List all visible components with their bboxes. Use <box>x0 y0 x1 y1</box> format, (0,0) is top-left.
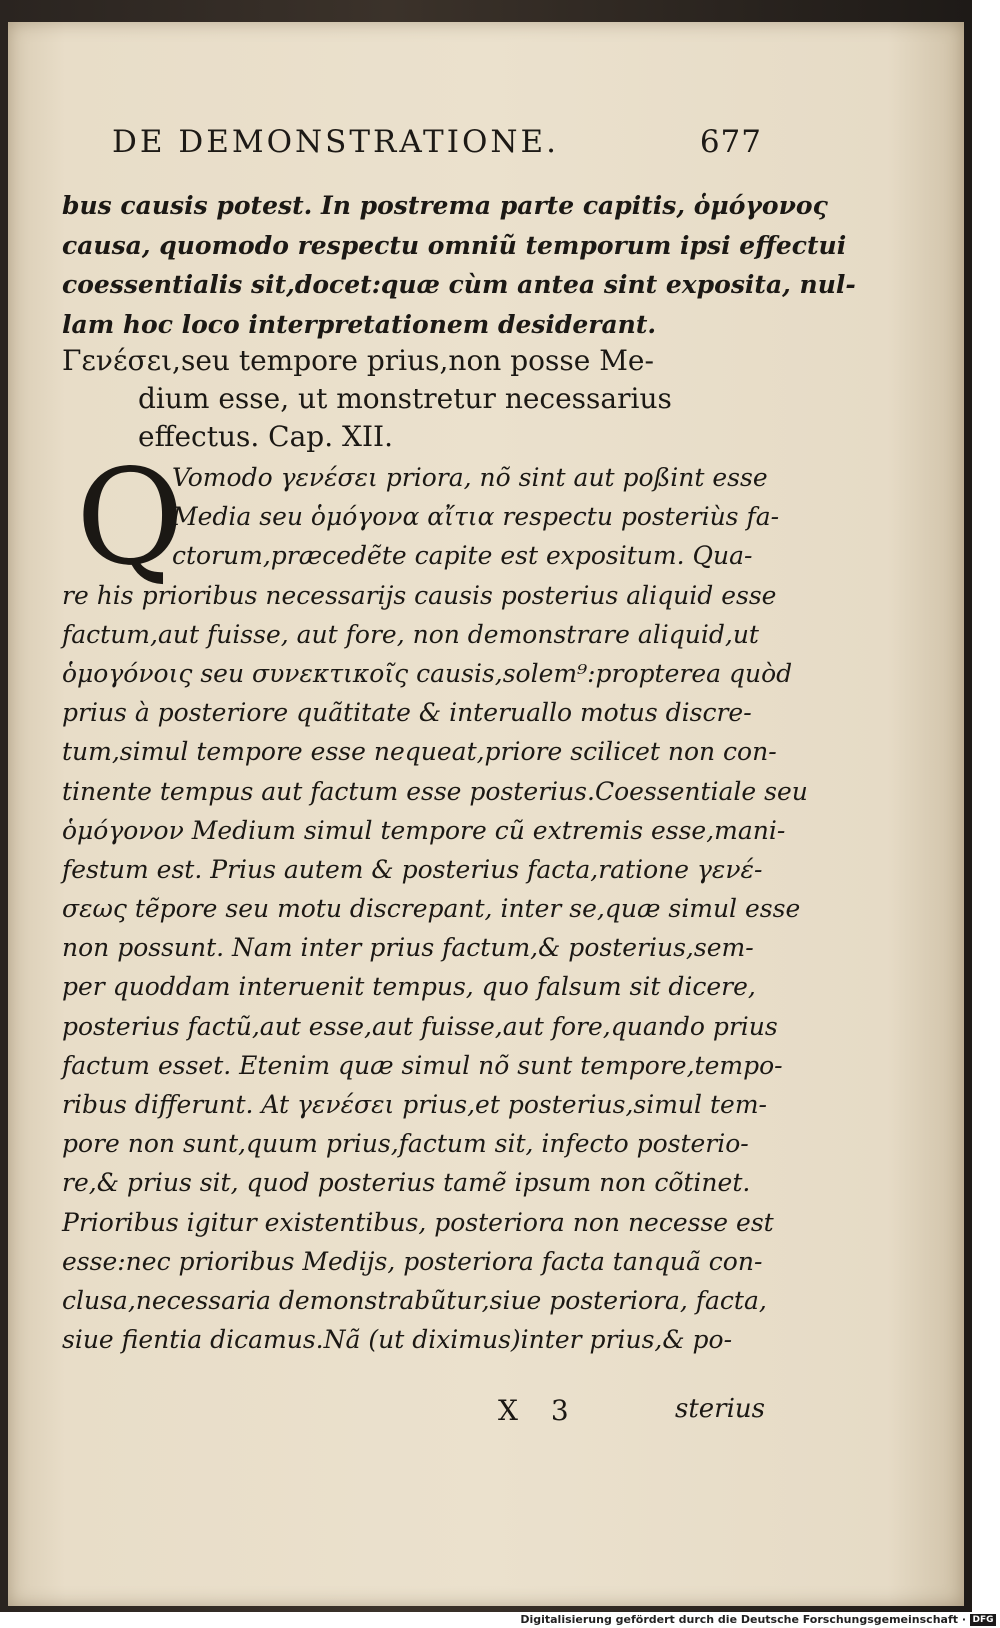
text-line: causa, quomodo respectu omniũ temporum ipsi effectui <box>62 230 847 260</box>
text-line: re his prioribus necessarijs causis posterius aliquid esse <box>62 580 777 610</box>
text-line: tinente tempus aut factum esse posterius.Coessentiale seu <box>62 776 808 806</box>
text-line: bus causis potest. In postrema parte capitis, ὁμόγονος <box>62 191 828 220</box>
text-line: ribus differunt. At γενέσει prius,et posterius,simul tem- <box>62 1090 767 1119</box>
text-line: prius à posteriore quãtitate & interuallo motus discre- <box>62 698 752 728</box>
heading-line: dium esse, ut monstretur necessarius <box>138 382 672 415</box>
text-line: factum,aut fuisse, aut fore, non demonstrare aliquid,ut <box>62 619 759 649</box>
dfg-logo-icon: DFG <box>970 1614 996 1626</box>
running-header <box>112 124 762 160</box>
text-line: ὁμογόνοις seu συνεκτικοῖς causis,solem⁹:propterea quòd <box>62 658 793 688</box>
page-number: 677 <box>699 124 762 160</box>
chapter-heading <box>62 342 742 456</box>
signature-mark: X 3 <box>498 1394 581 1427</box>
text-line: re,& prius sit, quod posterius tamẽ ipsum non cõtinet. <box>62 1168 751 1198</box>
text-line: festum est. Prius autem & posterius facta,ratione γενέ- <box>62 854 763 884</box>
text-line: Prioribus igitur existentibus, posteriora non necesse est <box>62 1207 774 1237</box>
text-line: esse:nec prioribus Medijs, posteriora facta tanquã con- <box>62 1246 763 1276</box>
text-line: Vomodo γενέσει priora, nõ sint aut poßint esse <box>172 463 768 492</box>
drop-cap-letter: Q <box>76 441 185 595</box>
text-line: lam hoc loco interpretationem desiderant. <box>62 309 657 339</box>
text-line: coessentialis sit,docet:quæ cùm antea sint exposita, nul- <box>62 270 856 300</box>
text-line: σεως tẽpore seu motu discrepant, inter se,quæ simul esse <box>62 894 801 924</box>
catchword: sterius <box>675 1394 766 1424</box>
text-line: Media seu ὁμόγονα αἴτια respectu posteriùs fa- <box>172 502 780 532</box>
text-line: factum esset. Etenim quæ simul nõ sunt tempore,tempo- <box>62 1050 783 1080</box>
funding-credit: Digitalisierung gefördert durch die Deutsche Forschungsgemeinschaft · <box>520 1613 966 1626</box>
text-line: non possunt. Nam inter prius factum,& posterius,sem- <box>62 933 754 963</box>
heading-line: effectus. Cap. XII. <box>138 420 393 453</box>
text-line: per quoddam interuenit tempus, quo falsum sit dicere, <box>62 972 756 1002</box>
text-line: pore non sunt,quum prius,factum sit, infecto posterio- <box>62 1129 749 1159</box>
chapter-paragraph <box>62 441 808 1359</box>
text-line: ὁμόγονον Medium simul tempore cũ extremis esse,mani- <box>62 815 786 845</box>
intro-paragraph <box>62 186 856 344</box>
text-line: clusa,necessaria demonstrabũtur,siue posteriora, facta, <box>62 1285 767 1315</box>
text-line: ctorum,præcedẽte capite est expositum. Qua- <box>172 541 753 571</box>
text-line: tum,simul tempore esse nequeat,priore scilicet non con- <box>62 737 777 767</box>
text-line: siue fientia dicamus.Nã (ut diximus)inter prius,& po- <box>62 1325 733 1355</box>
text-line: posterius factũ,aut esse,aut fuisse,aut fore,quando prius <box>62 1011 778 1041</box>
running-title: DE DEMONSTRATIONE. <box>112 124 559 160</box>
heading-line: Γενέσει,seu tempore prius,non posse Me- <box>62 344 654 377</box>
